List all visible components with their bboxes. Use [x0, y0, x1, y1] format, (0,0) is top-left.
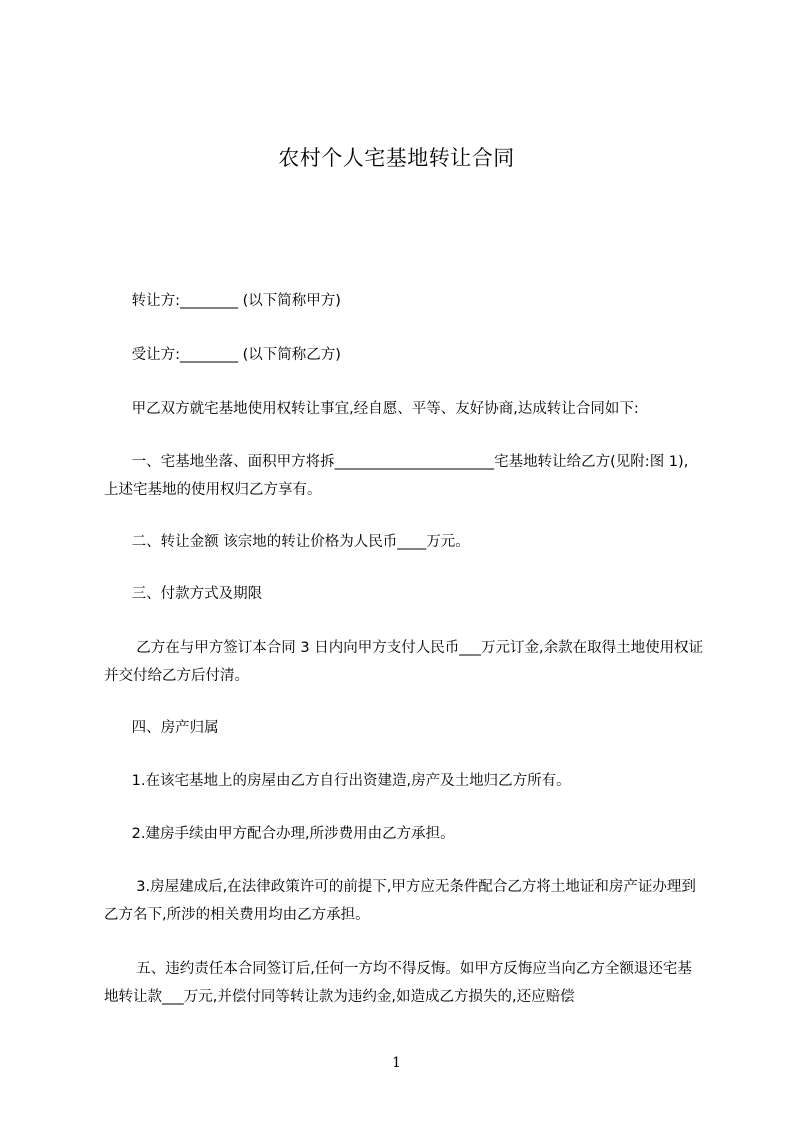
transferor-line: 转让方:________ (以下简称甲方) [104, 293, 341, 309]
contract-title: 农村个人宅基地转让合同 [278, 146, 515, 170]
clause-5-liability: 五、违约责任本合同签订后,任何一方均不得反悔。如甲方反悔应当向乙方全额退还宅基地转让款___万元,并偿付同等转让款为违约金,如造成乙方损失的,还应赔偿 [104, 961, 692, 1005]
clause-3-payment-text: 乙方在与甲方签订本合同 3 日内向甲方支付人民币___万元订金,余款在取得土地使用权证并交付给乙方后付清。 [104, 640, 704, 684]
intro-paragraph: 甲乙双方就宅基地使用权转让事宜,经自愿、平等、友好协商,达成转让合同如下: [104, 401, 639, 417]
clause-3-heading: 三、付款方式及期限 [104, 586, 263, 602]
transferee-line: 受让方:________ (以下简称乙方) [104, 347, 341, 363]
clause-4-item-3: 3.房屋建成后,在法律政策许可的前提下,甲方应无条件配合乙方将土地证和房产证办理到乙方名下,所涉的相关费用均由乙方承担。 [104, 879, 696, 923]
clause-1-location-area: 一、宅基地坐落、面积甲方将拆______________________宅基地转让给乙方(见附:图 1), 上述宅基地的使用权归乙方享有。 [104, 454, 693, 498]
clause-4-heading: 四、房产归属 [104, 720, 219, 736]
clause-4-item-1: 1.在该宅基地上的房屋由乙方自行出资建造,房产及土地归乙方所有。 [104, 773, 571, 789]
clause-2-transfer-amount: 二、转让金额 该宗地的转让价格为人民币____万元。 [104, 534, 470, 550]
page-number: 1 [392, 1055, 401, 1071]
clause-4-item-2: 2.建房手续由甲方配合办理,所涉费用由乙方承担。 [104, 826, 455, 842]
